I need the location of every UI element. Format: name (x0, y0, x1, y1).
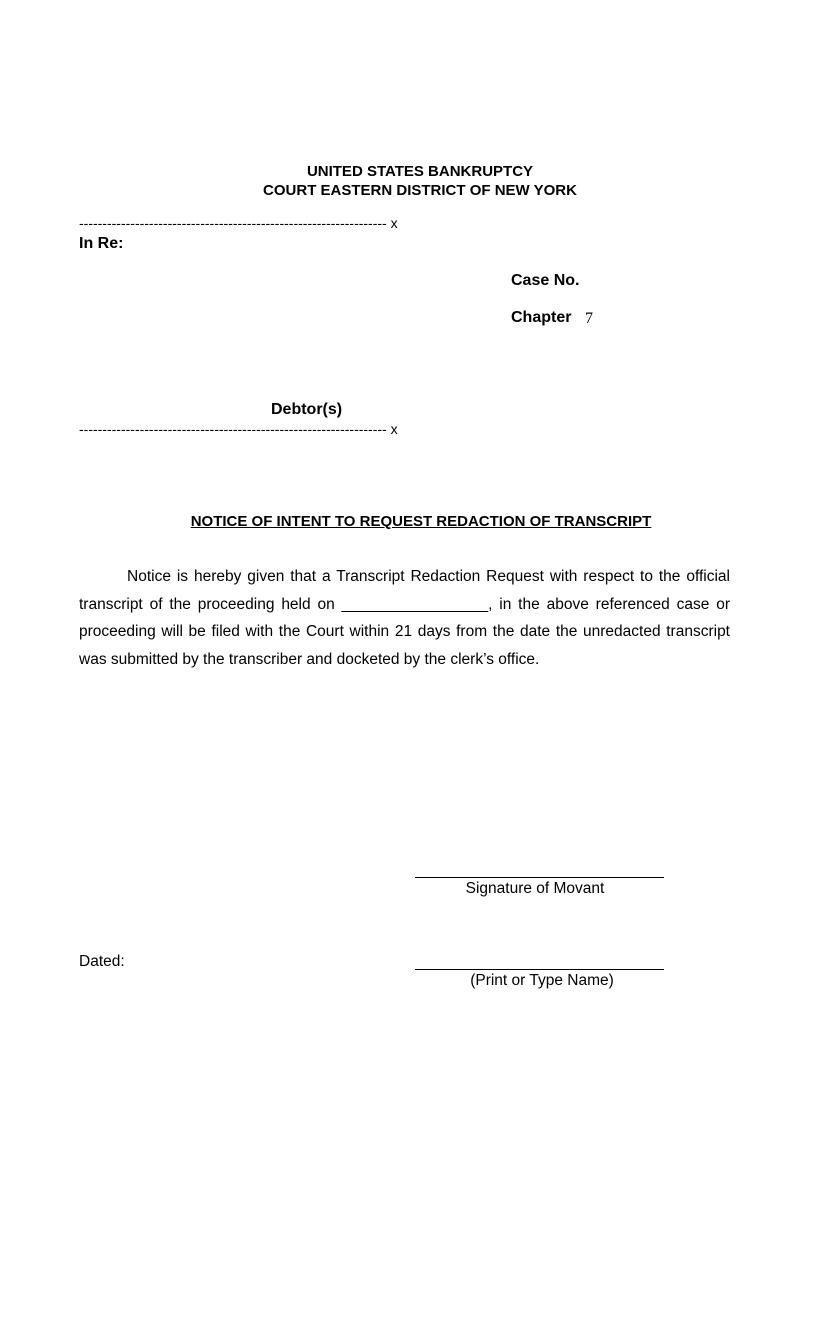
case-number-label: Case No. (511, 272, 580, 289)
signature-caption: Signature of Movant (465, 880, 605, 897)
chapter-value: 7 (585, 310, 593, 327)
debtor-label: Debtor(s) (271, 401, 343, 418)
notice-body-text: Notice is hereby given that a Transcript Redaction Request with respect to the official transcript of the proceeding held on _________________, in the above referenced case or proceeding will be filed with the Court within 21 days from the date the unredacted transcript was submitted by the transcriber and docketed by the clerk’s office. (79, 568, 730, 668)
caption-top-rule: ------------------------------------------------------------------ x (79, 215, 398, 231)
dated-label: Dated: (79, 953, 125, 970)
notice-body (79, 563, 730, 673)
signature-line[interactable] (415, 877, 664, 878)
court-name-line-1: UNITED STATES BANKRUPTCY (306, 163, 534, 180)
chapter-label: Chapter (511, 309, 572, 326)
court-name-line-2: COURT EASTERN DISTRICT OF NEW YORK (263, 182, 577, 199)
in-re-label: In Re: (79, 235, 124, 252)
printed-name-line[interactable] (415, 969, 664, 970)
printed-name-caption: (Print or Type Name) (470, 972, 614, 989)
notice-title: NOTICE OF INTENT TO REQUEST REDACTION OF TRANSCRIPT (190, 513, 652, 530)
caption-bottom-rule: ------------------------------------------------------------------ x (79, 421, 398, 437)
